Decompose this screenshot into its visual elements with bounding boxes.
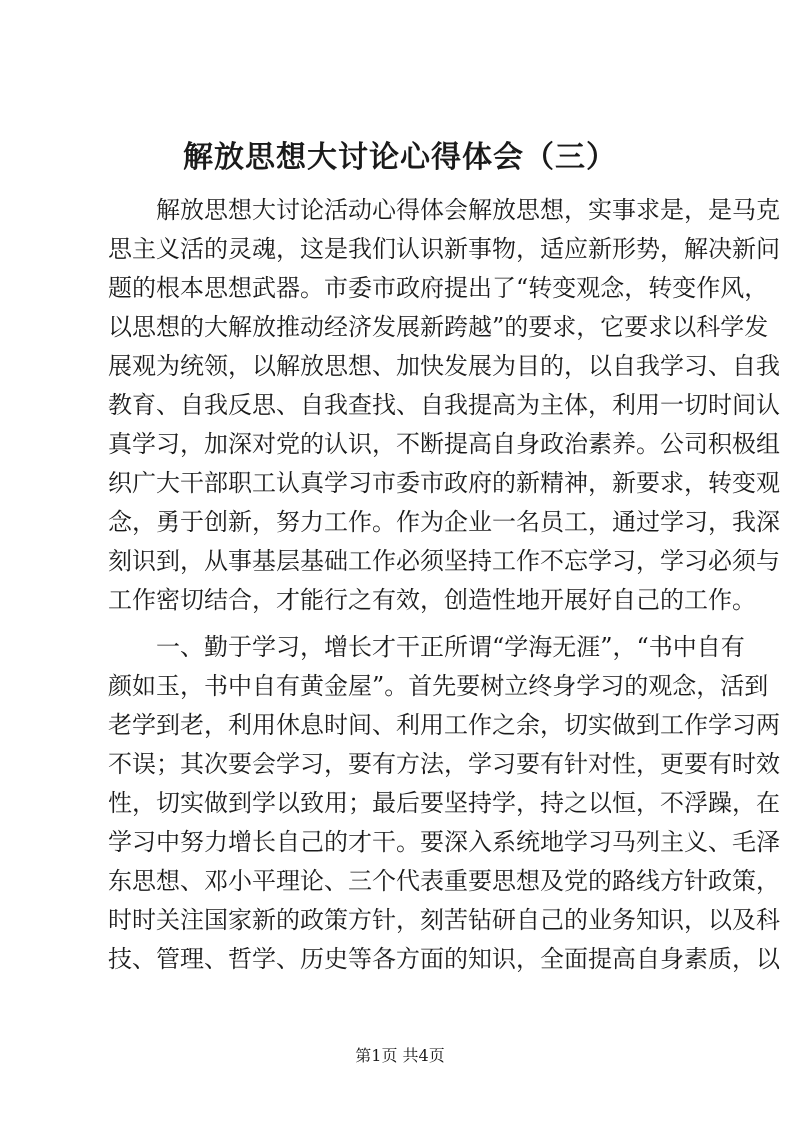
document-title: 解放思想大讨论心得体会（三） (183, 140, 617, 175)
paragraph-line: 念，勇于创新，努力工作。作为企业一名员工，通过学习，我深 (108, 508, 780, 536)
paragraph-line: 东思想、邓小平理论、三个代表重要思想及党的路线方针政策， (108, 867, 780, 895)
paragraph-line: 真学习，加深对党的认识，不断提高自身政治素养。公司积极组 (108, 430, 780, 458)
paragraph-line: 技、管理、哲学、历史等各方面的知识，全面提高自身素质，以 (108, 945, 780, 973)
paragraph-line: 解放思想大讨论活动心得体会解放思想，实事求是，是马克 (108, 196, 780, 224)
paragraph-line: 不误；其次要会学习，要有方法，学习要有针对性，更要有时效 (108, 750, 780, 778)
paragraph-line: 工作密切结合，才能行之有效，创造性地开展好自己的工作。 (108, 586, 756, 614)
paragraph-line: 一、勤于学习，增长才干正所谓“学海无涯”，“书中自有 (108, 633, 745, 661)
paragraph-line: 刻识到，从事基层基础工作必须坚持工作不忘学习，学习必须与 (108, 547, 780, 575)
paragraph-line: 性，切实做到学以致用；最后要坚持学，持之以恒，不浮躁，在 (108, 789, 780, 817)
paragraph-line: 教育、自我反思、自我查找、自我提高为主体，利用一切时间认 (108, 391, 780, 419)
page-number-footer: 第1页 共4页 (355, 1046, 445, 1065)
paragraph-line: 学习中努力增长自己的才干。要深入系统地学习马列主义、毛泽 (108, 828, 780, 856)
paragraph-line: 展观为统领，以解放思想、加快发展为目的，以自我学习、自我 (108, 352, 780, 380)
paragraph-line: 以思想的大解放推动经济发展新跨越”的要求，它要求以科学发 (108, 313, 769, 341)
paragraph-line: 题的根本思想武器。市委市政府提出了“转变观念，转变作风， (108, 274, 769, 302)
paragraph-line: 织广大干部职工认真学习市委市政府的新精神，新要求，转变观 (108, 469, 780, 497)
paragraph-line: 老学到老，利用休息时间、利用工作之余，切实做到工作学习两 (108, 711, 780, 739)
paragraph-line: 时时关注国家新的政策方针，刻苦钻研自己的业务知识，以及科 (108, 906, 780, 934)
paragraph-line: 颜如玉，书中自有黄金屋”。首先要树立终身学习的观念，活到 (108, 672, 769, 700)
paragraph-line: 思主义活的灵魂，这是我们认识新事物，适应新形势，解决新问 (108, 235, 780, 263)
